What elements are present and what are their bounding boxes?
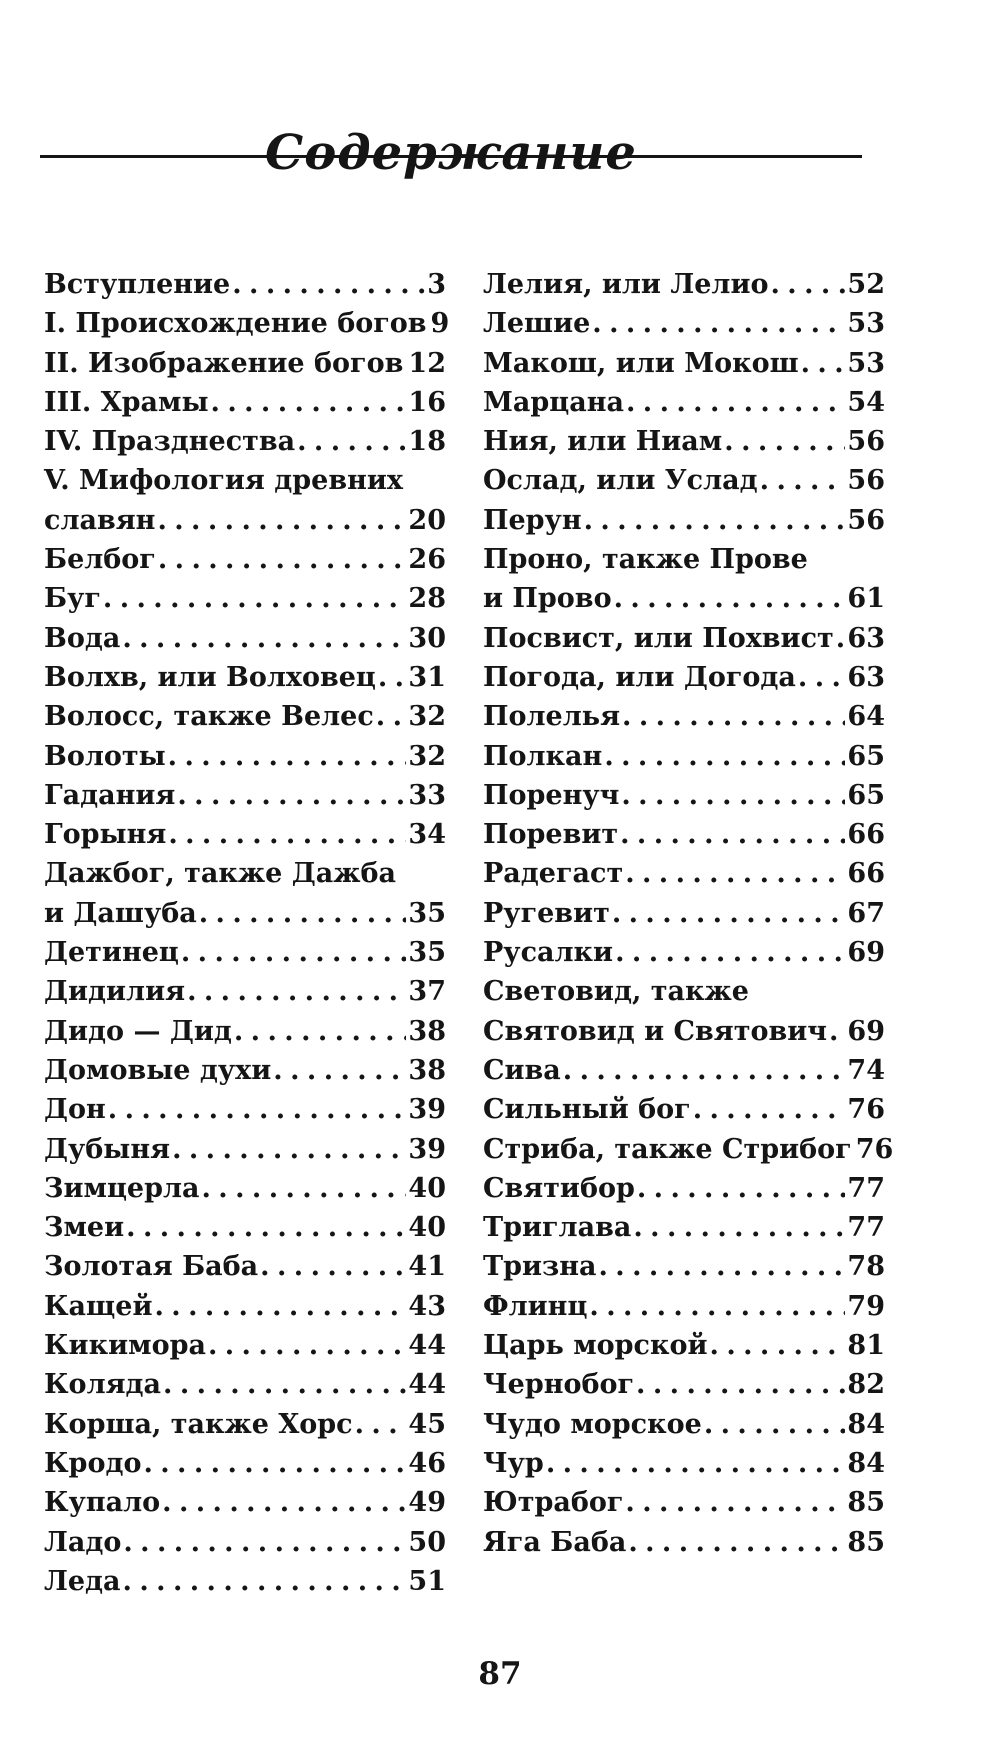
dot-leader [143,1444,406,1483]
toc-entry [44,1483,446,1522]
toc-entry-title: Домовые духи [44,1054,272,1086]
toc-entry-page: 69 [847,1015,885,1047]
toc-entry [483,1051,885,1090]
toc-entry-title: славян [44,504,156,536]
toc-entry-page: 45 [408,1408,446,1440]
dot-leader [126,1208,406,1247]
dot-leader [584,501,846,540]
toc-entry-page: 61 [847,583,885,615]
toc-entry [44,737,446,776]
toc-entry [483,1523,885,1562]
dot-leader [829,1012,845,1051]
toc-entry-title: Дидилия [44,976,186,1008]
toc-entry-page: 32 [408,740,446,772]
dot-leader [103,579,407,618]
toc-entry [44,383,446,422]
dot-leader [770,265,845,304]
toc-entry [483,1444,885,1483]
toc-entry-title-line: Дажбог, также Дажба [44,858,396,890]
toc-entry [44,579,446,618]
toc-entry [44,658,446,697]
toc-entry [44,344,446,383]
dot-leader [211,383,407,422]
toc-entry-page: 77 [847,1172,885,1204]
dot-leader [798,658,846,697]
toc-entry-title: Тризна [483,1251,597,1283]
dot-leader [208,1326,406,1365]
toc-entry-page: 79 [847,1290,885,1322]
dot-leader [693,1090,846,1129]
toc-entry-title: III. Храмы [44,386,209,418]
toc-entry-page: 67 [847,897,885,929]
toc-entry-page: 78 [847,1251,885,1283]
toc-entry-title: Полелья [483,701,621,733]
dot-leader [704,1405,846,1444]
toc-entry [483,1405,885,1444]
toc-entry-title: Купало [44,1487,161,1519]
toc-entry [483,697,885,736]
toc-entry [44,265,446,304]
toc-entry-title: Поренуч [483,779,620,811]
dot-leader [123,1562,407,1601]
toc-entry-title: Змеи [44,1212,125,1244]
toc-entry-page: 56 [847,504,885,536]
toc-entry-page: 37 [408,976,446,1008]
toc-right-column [483,265,894,1562]
dot-leader [724,422,845,461]
toc-entry-title: Волхв, или Волховец [44,661,376,693]
dot-leader [637,1169,846,1208]
dot-leader [122,619,406,658]
toc-entry-title: Дидо — Дид [44,1015,232,1047]
dot-leader [615,933,845,972]
toc-entry-page: 56 [847,426,885,458]
toc-entry-title: и Дашуба [44,897,197,929]
toc-entry-title: Корша, также Хорс [44,1408,353,1440]
toc-entry [44,933,446,972]
page-title: Содержание [265,125,637,181]
dot-leader [614,579,846,618]
toc-entry-title: Посвист, или Похвист [483,622,834,654]
toc-entry-page: 35 [408,937,446,969]
toc-entry [483,776,885,815]
toc-entry [483,894,885,933]
toc-entry-page: 50 [408,1526,446,1558]
toc-left-column [44,265,450,1601]
toc-entry-title: Стриба, также Стрибог [483,1133,852,1165]
toc-entry-title: Сильный бог [483,1094,691,1126]
toc-entry-page: 69 [847,937,885,969]
toc-entry [44,1523,446,1562]
dot-leader [168,737,407,776]
toc-entry [44,540,446,579]
toc-entry-title-line: V. Мифология древних [44,465,403,497]
dot-leader [376,697,407,736]
toc-entry [483,815,885,854]
toc-entry [483,1365,885,1404]
toc-entry-page: 43 [408,1290,446,1322]
dot-leader [355,1405,407,1444]
toc-entry-page: 85 [847,1526,885,1558]
toc-entry-title: Святовид и Святович [483,1015,828,1047]
dot-leader [626,383,845,422]
dot-leader [621,776,845,815]
toc-entry-page: 18 [408,426,446,458]
toc-entry-page: 38 [408,1015,446,1047]
dot-leader [636,1365,845,1404]
dot-leader [625,1483,845,1522]
toc-entry-page: 66 [847,858,885,890]
toc-entry-page: 31 [408,661,446,693]
toc-entry-title: Перун [483,504,582,536]
toc-entry [483,422,885,461]
toc-entry [483,1090,885,1129]
toc-entry [44,1365,446,1404]
dot-leader [123,1523,406,1562]
toc-entry-title: Марцана [483,386,624,418]
toc-entry [44,1208,446,1247]
toc-entry [44,1247,446,1286]
toc-entry-page: 9 [430,308,450,340]
toc-entry-title: Радегаст [483,858,624,890]
toc-entry [44,1326,446,1365]
dot-leader [604,737,845,776]
toc-entry-title: Коляда [44,1369,162,1401]
dot-leader [592,304,845,343]
toc-entry-page: 77 [847,1212,885,1244]
toc-entry-page: 39 [408,1133,446,1165]
dot-leader [163,1365,406,1404]
dot-leader [760,461,846,500]
dot-leader [710,1326,846,1365]
dot-leader [181,933,407,972]
dot-leader [234,1012,407,1051]
toc-entry [44,776,446,815]
toc-entry-page: 53 [847,308,885,340]
toc-entry-page: 40 [408,1212,446,1244]
toc-entry [483,1483,885,1522]
toc-entry-title: и Прово [483,583,612,615]
toc-entry-page: 33 [408,779,446,811]
dot-leader [625,854,845,893]
toc-entry-page: 65 [847,779,885,811]
page-number: 87 [478,1656,522,1692]
toc-entry [44,304,450,343]
toc-entry-title: Волосс, также Велес [44,701,374,733]
dot-leader [168,815,406,854]
toc-entry-page: 84 [847,1447,885,1479]
toc-entry-title: Вода [44,622,121,654]
toc-entry-page: 35 [408,897,446,929]
dot-leader [612,894,846,933]
toc-entry [483,383,885,422]
toc-entry [483,1247,885,1286]
toc-entry-page: 40 [408,1172,446,1204]
toc-entry-page: 49 [408,1487,446,1519]
toc-entry-title: Флинц [483,1290,588,1322]
toc-entry-title: Ослад, или Услад [483,465,758,497]
toc-entry [483,304,885,343]
toc-entry-page: 63 [847,622,885,654]
toc-entry-title: IV. Празднества [44,426,296,458]
toc-entry [44,1169,446,1208]
dot-leader [187,972,406,1011]
dot-leader [633,1208,845,1247]
dot-leader [158,540,407,579]
toc-entry [483,461,885,500]
dot-leader [199,894,407,933]
toc-entry-page: 76 [855,1133,894,1165]
toc-entry-title: Сива [483,1054,561,1086]
dot-leader [154,1287,406,1326]
toc-entry-page: 65 [847,740,885,772]
dot-leader [172,1130,406,1169]
toc-entry [44,697,446,736]
toc-entry-title: Кащей [44,1290,153,1322]
dot-leader [628,1523,845,1562]
toc-entry-title-line: Световид, также [483,976,749,1008]
toc-entry-title: Зимцерла [44,1172,200,1204]
toc-entry-title: Ютрабог [483,1487,624,1519]
toc-entry-page: 56 [847,465,885,497]
dot-leader [836,619,846,658]
toc-entry [483,344,885,383]
toc-entry [483,579,885,618]
toc-entry [44,972,446,1011]
toc-entry-title: Триглава [483,1212,632,1244]
toc-entry-page: 53 [847,347,885,379]
toc-entry [483,1287,885,1326]
toc-entry [483,933,885,972]
toc-entry-page: 16 [408,386,446,418]
toc-entry-title: Буг [44,583,101,615]
toc-entry [44,1130,446,1169]
toc-entry-title: Ладо [44,1526,122,1558]
dot-leader [620,815,845,854]
toc-entry [44,1090,446,1129]
toc-entry-title: Чудо морское [483,1408,702,1440]
toc-entry-page: 3 [427,269,446,300]
dot-leader [378,658,407,697]
toc-entry-title: Кродо [44,1447,142,1479]
toc-entry-page: 81 [847,1330,885,1362]
toc-entry [44,619,446,658]
toc-entry-page: 63 [847,661,885,693]
toc-entry [44,1051,446,1090]
dot-leader [260,1247,406,1286]
dot-leader [202,1169,407,1208]
toc-entry [483,1208,885,1247]
toc-entry-page: 38 [408,1054,446,1086]
toc-entry-title: Святибор [483,1172,635,1204]
toc-entry [44,422,446,461]
toc-entry-page: 30 [408,622,446,654]
toc-entry [44,815,446,854]
toc-entry [44,894,446,933]
dot-leader [563,1051,846,1090]
toc-entry [483,619,885,658]
toc-entry-page: 52 [847,269,885,300]
toc-entry [483,265,885,304]
dot-leader [546,1444,846,1483]
toc-entry-title: Лешие [483,308,591,340]
toc-entry [483,658,885,697]
toc-entry-page: 74 [847,1054,885,1086]
toc-entry [483,1326,885,1365]
toc-entry-page: 12 [408,347,446,379]
toc-entry [483,1169,885,1208]
toc-entry-page: 44 [408,1369,446,1401]
toc-entry-page: 76 [847,1094,885,1126]
toc-entry-title: II. Изображение богов [44,347,404,379]
toc-entry [44,1012,446,1051]
toc-entry-page: 44 [408,1330,446,1362]
title-block [40,118,862,188]
toc-entry-page: 85 [847,1487,885,1519]
toc-entry-title: Золотая Баба [44,1251,259,1283]
dot-leader [589,1287,845,1326]
toc-entry-page: 20 [408,504,446,536]
toc-entry-title: Белбог [44,544,156,576]
toc-entry-title: Ругевит [483,897,610,929]
dot-leader [405,344,406,383]
toc-entry [44,1562,446,1601]
toc-entry-title: Леда [44,1565,121,1597]
toc-entry-title: Погода, или Догода [483,661,796,693]
toc-entry [483,1130,894,1169]
toc-entry-page: 64 [847,701,885,733]
toc-entry-page: 46 [408,1447,446,1479]
dot-leader [801,344,846,383]
toc-entry [483,501,885,540]
toc-entry-page: 34 [408,819,446,851]
dot-leader [108,1090,407,1129]
toc-entry-title: Лелия, или Лелио [483,269,769,300]
toc-entry-title: Царь морской [483,1330,708,1362]
toc-entry-title: Вступление [44,269,231,300]
dot-leader [297,422,406,461]
toc-entry-page: 82 [847,1369,885,1401]
toc-entry-title: Волоты [44,740,166,772]
toc-entry [44,1444,446,1483]
toc-entry-page: 32 [408,701,446,733]
toc-entry [44,1405,446,1444]
dot-leader [598,1247,845,1286]
toc-entry-title: Кикимора [44,1330,206,1362]
toc-entry-title: Детинец [44,937,179,969]
dot-leader [177,776,406,815]
toc-entry-title: Яга Баба [483,1526,627,1558]
toc-entry-title: Дубыня [44,1133,171,1165]
toc-entry-title: Русалки [483,937,614,969]
toc-entry-title: I. Происхождение богов [44,308,427,340]
toc-entry [44,501,446,540]
toc-entry-title: Дон [44,1094,106,1126]
toc-entry [483,737,885,776]
toc-entry-title: Полкан [483,740,603,772]
dot-leader [157,501,406,540]
toc-entry-page: 41 [408,1251,446,1283]
toc-entry [483,1012,885,1051]
toc-entry-title: Ния, или Ниам [483,426,723,458]
dot-leader [622,697,845,736]
toc-entry-title: Чур [483,1447,544,1479]
toc-entry-page: 28 [408,583,446,615]
dot-leader [273,1051,406,1090]
toc-entry-title: Чернобог [483,1369,635,1401]
toc-entry-title: Гадания [44,779,176,811]
toc-entry-page: 54 [847,386,885,418]
dot-leader [162,1483,406,1522]
toc-entry [44,1287,446,1326]
toc-entry-title: Горыня [44,819,167,851]
toc-entry-page: 66 [847,819,885,851]
dot-leader [232,265,425,304]
toc-entry-page: 84 [847,1408,885,1440]
toc-entry-page: 39 [408,1094,446,1126]
toc-entry-title: Поревит [483,819,619,851]
toc-entry-title: Макош, или Мокош [483,347,799,379]
toc-entry-title-line: Проно, также Прове [483,544,808,576]
toc-entry-page: 51 [408,1565,446,1597]
toc-entry [483,854,885,893]
toc-entry-page: 26 [408,544,446,576]
